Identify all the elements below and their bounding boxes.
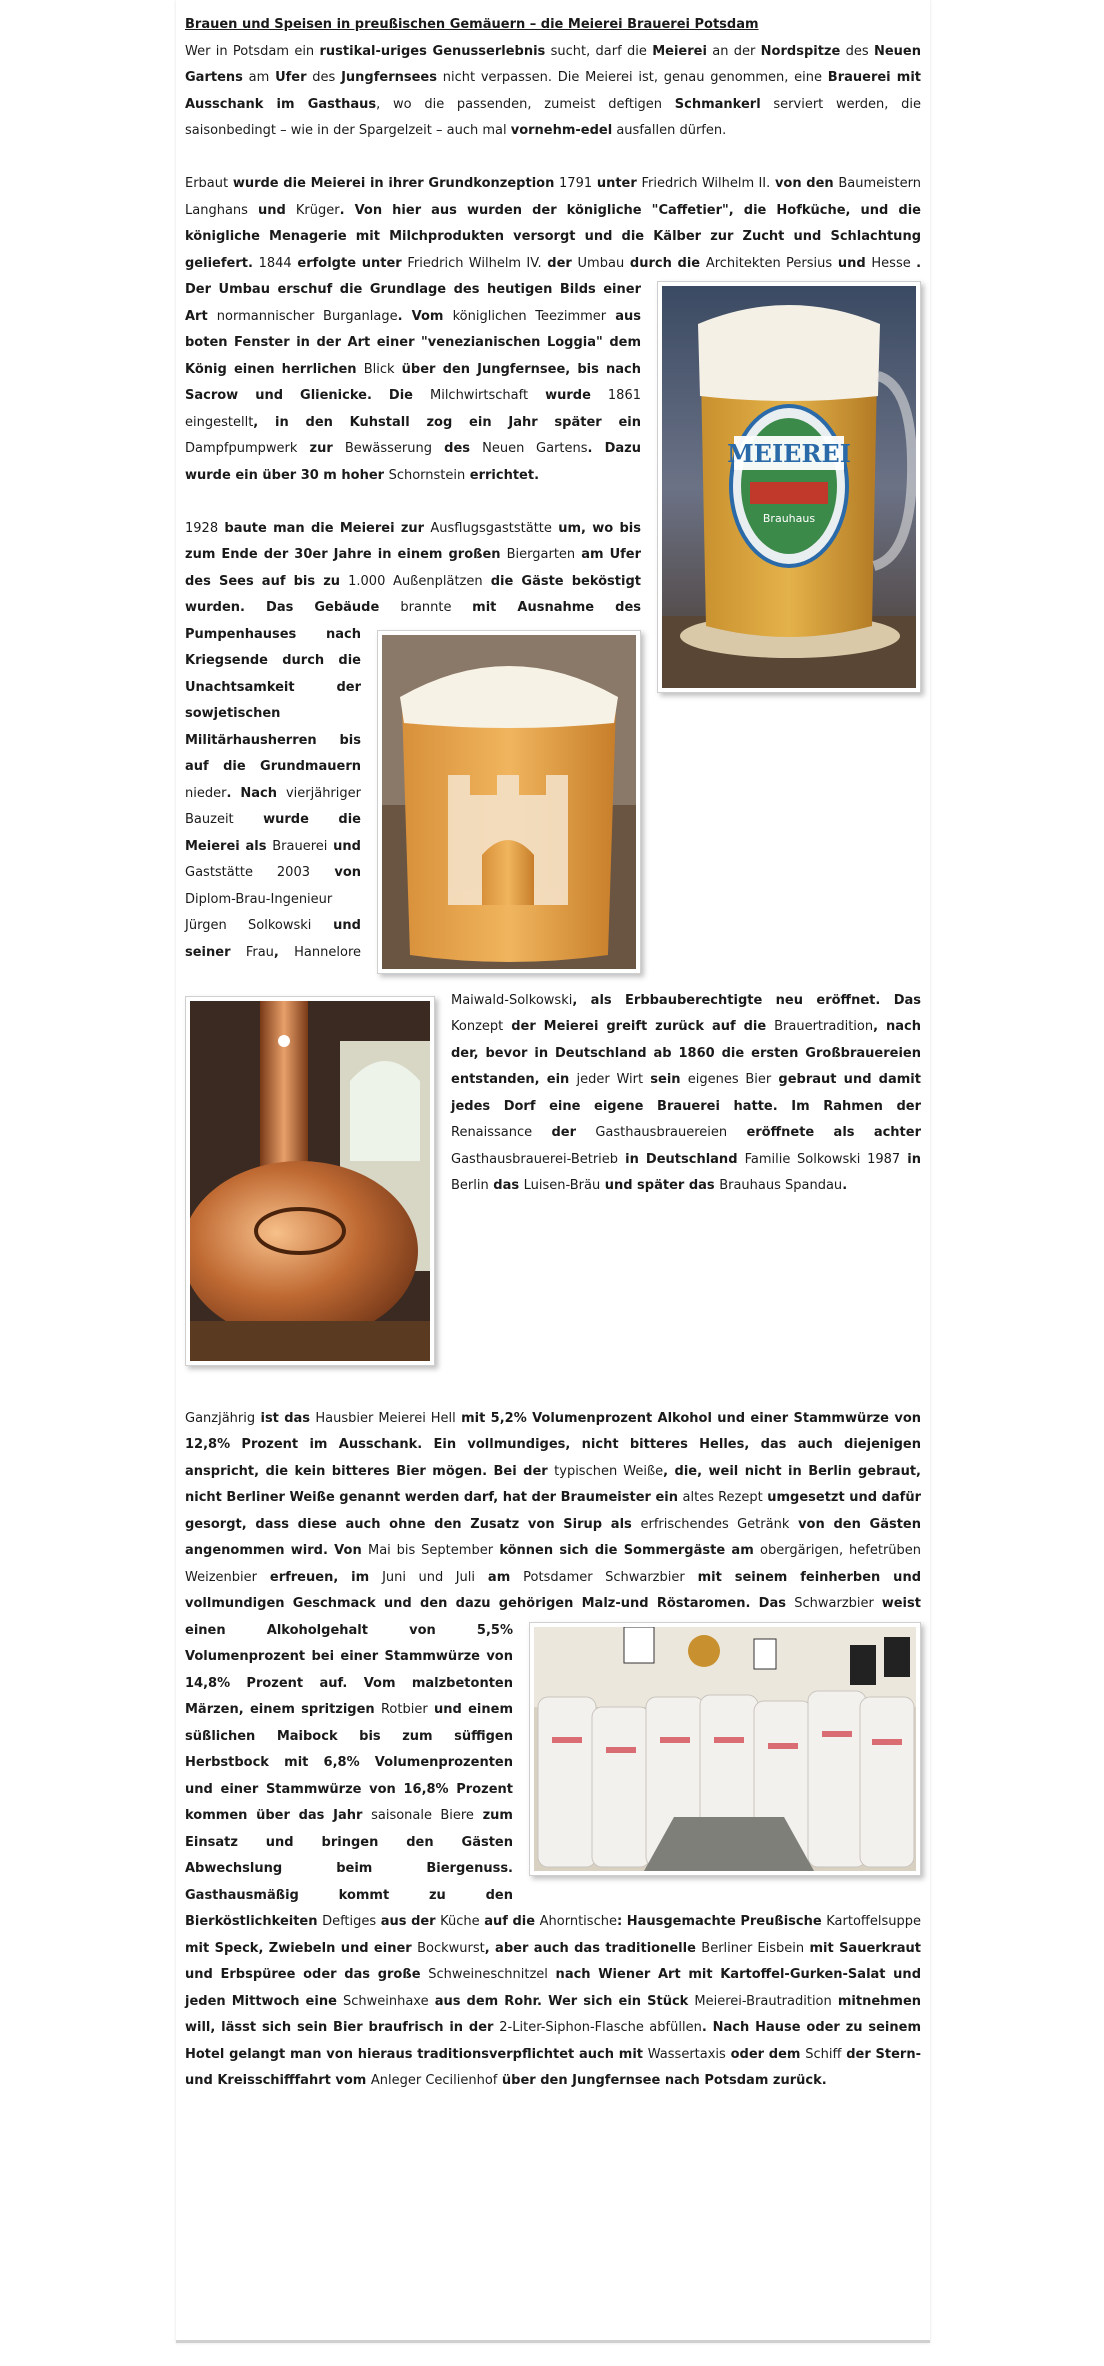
copper-kettle-image — [190, 1001, 430, 1361]
bold-term: wurde — [528, 388, 608, 403]
bold-term: mit 5,2% Volumenprozent Alkohol und einer Stammwürze von 12,8% Prozent im Ausschank. Ein vollmundiges, nicht bitteres Helles, das auch diejenigen anspricht, die kein bitteres Bier mögen. Bei der — [185, 1410, 922, 1479]
bold-term: Nordspitze — [760, 43, 841, 59]
intro-paragraph: Wer in Potsdam ein rustikal-uriges Genusserlebnis sucht, darf die Meierei an der Nordspitze des Neuen Gartens am Ufer des Jungfernsees nicht verpassen. Die Meierei ist, genau genommen, eine Brauerei mit Ausschank im Gasthaus, wo die passenden, zumeist deftigen Schmankerl serviert werden, die saisonbedingt – wie in der Spargelzeit – auch mal vornehm-edel ausfallen dürfen. — [185, 43, 922, 138]
bold-term: weist einen Alkoholgehalt von 5,5% Volumenprozent bei einer Stammwürze von 14,8% Prozent auf. Vom malzbetonten Märzen, einem spritzigen — [185, 1596, 921, 1717]
bold-term: der Stern- und Kreisschifffahrt vom — [185, 2046, 921, 2088]
photo-copper-kettle — [185, 996, 435, 1366]
bold-term: aus dem Rohr. Wer sich ein Stück — [428, 1993, 695, 2009]
bold-term: Neuen Gartens — [185, 43, 921, 85]
bold-term: sein — [643, 1072, 688, 1087]
bold-term: Schmankerl — [674, 96, 761, 112]
rebuild-text-b: mit Ausnahme des Pumpenhauses nach Kriegsende durch die Unachtsamkeit der sowjetischen Militärhausherren bis auf die Grundmauern nieder. Nach vierjähriger Bauzeit wurde die Meierei als Brauerei und Gaststätte 2003 von Diplom-Brau-Ingenieur Jürgen Solkowski und seiner Frau, Hannelore Maiwald-Solkowski, als Erbbauberechtigte neu eröffnet. Das Konzept der Meierei greift zurück auf die Brauertradition, nach der, bevor in Deutschland ab 1860 die ersten Großbrauereien entstanden, ein jeder Wirt sein eigenes Bier gebraut und damit jedes Dorf eine eigene Brauerei hatte. Im Rahmen der Renaissance der Gasthausbrauereien eröffnete als achter Gasthausbrauerei-Betrieb in Deutschland Familie Solkowski 1987 in Berlin das Luisen-Bräu und später das Brauhaus Spandau. — [185, 600, 922, 1193]
bold-term: der — [541, 255, 578, 271]
bold-term: . Vom — [397, 308, 453, 324]
bold-term: mit Speck, Zwiebeln und einer — [185, 1940, 418, 1956]
bold-term: des — [432, 441, 483, 456]
history-paragraph — [185, 171, 922, 525]
bold-term: erfolgte unter — [291, 255, 408, 271]
bold-term: und einem süßlichen Maibock bis zum süffigen Herbstbock mit 6,8% Volumenprozenten und einer Stammwürze von 16,8% Prozent kommen über das Jahr — [185, 1702, 513, 1823]
bold-term: aus der — [376, 1914, 441, 1929]
beer-text-a: Ganzjährig ist das Hausbier Meierei Hell mit 5,2% Volumenprozent Alkohol und einer Stammwürze von 12,8% Prozent im Ausschank. Ein vollmundiges, nicht bitteres Helles, das auch diejenigen anspricht, die kein bitteres Bier mögen. Bei der typischen Weiße, die, weil nicht in Berlin gebraut, nicht Berliner Weiße genannt werden darf, hat der Braumeister ein altes Rezept umgesetzt und dafür gesorgt, dass diese auch ohne den Zusatz von Sirup als erfrischendes Getränk von den Gästen angenommen wird. Von Mai bis September können sich die Sommergäste am obergärigen, hefetrüben Weizenbier erfreuen, im Juni und Juli am Potsdamer Schwarzbier mit seinem feinherben und vollmundigen Geschmack und den dazu gehörigen Malz-und Röstaromen. Das Schwarzbier — [185, 1410, 922, 1611]
article-body — [185, 12, 921, 2121]
bold-term: umgesetzt und dafür gesorgt, dass diese auch ohne den Zusatz von Sirup als — [185, 1490, 921, 1532]
bold-term: am Ufer des Sees auf bis zu — [185, 547, 642, 589]
bold-term: . Dazu wurde ein über 30 m hoher — [185, 441, 641, 483]
article-title: Brauen und Speisen in preußischen Gemäuern – die Meierei Brauerei Potsdam — [185, 17, 759, 32]
bold-term: wurde die Meierei in ihrer Grundkonzeption — [228, 176, 560, 191]
bold-term: vornehm-edel — [510, 123, 613, 138]
bold-term: mit Ausnahme des Pumpenhauses nach Kriegsende durch die Unachtsamkeit der sowjetischen Militärhausherren bis auf die Grundmauern — [185, 600, 642, 774]
bold-term: , als Erbbauberechtigte neu eröffnet. Das — [572, 992, 921, 1008]
article-page — [176, 0, 930, 2343]
bold-term: in — [900, 1151, 921, 1167]
bold-term: errichtet. — [465, 467, 540, 483]
bold-term: zum Einsatz und bringen den Gästen Abwechslung beim Biergenuss. Gasthausmäßig kommt zu den Bierköstlichkeiten — [185, 1808, 513, 1929]
bold-term: , — [273, 944, 295, 960]
bold-term: : Hausgemachte Preußische — [616, 1914, 827, 1929]
bold-term: oder dem — [725, 2046, 806, 2062]
bold-term: Jungfernsees — [341, 70, 437, 85]
bold-term: mit seinem feinherben und vollmundigen Geschmack und den dazu gehörigen Malz-und Röstaromen. Das — [185, 1569, 922, 1611]
bold-term: erfreuen, im — [256, 1569, 383, 1585]
bold-term: können sich die Sommergäste am — [493, 1543, 761, 1558]
beer-mug-image — [662, 286, 916, 688]
bold-term: von — [309, 865, 361, 880]
bold-term: über den Jungfernsee nach Potsdam zurück. — [497, 2073, 827, 2088]
bold-term: in Deutschland — [618, 1151, 745, 1167]
bold-term: zur — [297, 441, 345, 456]
malt-sacks-image — [534, 1627, 916, 1871]
bold-term: . — [842, 1178, 848, 1193]
history-text-b: . Der Umbau erschuf die Grundlage des heutigen Bilds einer Art normannischer Burganlage. Vom königlichen Teezimmer aus boten Fenster in der Art einer "venezianischen Loggia" dem König einen herrlichen Blick über den Jungfernsee, bis nach Sacrow und Glienicke. Die Milchwirtschaft wurde 1861 eingestellt, in den Kuhstall zog ein Jahr später ein Dampfpumpwerk zur Bewässerung des Neuen Gartens. Dazu wurde ein über 30 m hoher Schornstein errichtet. — [185, 255, 922, 483]
bold-term: unter — [592, 176, 642, 191]
bold-term: mit Sauerkraut und Erbspüree oder das große — [185, 1940, 921, 1982]
bold-term: . Nach Hause oder zu seinem Hotel gelangt man von hieraus traditionsverpflichtet auch mit — [185, 2020, 921, 2062]
wheat-beer-image — [382, 635, 636, 969]
photo-malt-sacks — [529, 1622, 921, 1876]
bold-term: , in den Kuhstall zog ein Jahr später ein — [253, 414, 641, 430]
bold-term: der Meierei greift zurück auf die — [503, 1019, 775, 1034]
bold-term: auf die — [479, 1914, 540, 1929]
bold-term: , die, weil nicht in Berlin gebraut, nicht Berliner Weiße genannt werden darf, hat der Braumeister ein — [185, 1463, 921, 1505]
bold-term: rustikal-uriges Genusserlebnis — [319, 43, 546, 59]
bold-term: und — [247, 202, 296, 218]
bold-term: die Gäste beköstigt wurden. Das Gebäude — [185, 573, 641, 615]
bold-term: aus boten Fenster in der Art einer "venezianischen Loggia" dem König einen herrlichen — [185, 308, 641, 377]
bold-term: eröffnete als achter — [727, 1125, 921, 1140]
history-text-a: Erbaut wurde die Meierei in ihrer Grundkonzeption 1791 unter Friedrich Wilhelm II. von den Baumeistern Langhans und Krüger. Von hier aus wurden der königliche "Caffetier", die Hofküche, und die königliche Menagerie mit Milchprodukten versorgt und die Kälber zur Zucht und Schlachtung geliefert. 1844 erfolgte unter Friedrich Wilhelm IV. der Umbau durch die Architekten Persius und Hesse — [185, 176, 921, 271]
bold-term: ist das — [255, 1410, 316, 1426]
bold-term: am — [475, 1569, 524, 1585]
bold-term: von den Gästen angenommen wird. Von — [185, 1516, 921, 1558]
rebuild-text-a: 1928 baute man die Meierei zur Ausflugsgaststätte um, wo bis zum Ende der 30er Jahre in einem großen Biergarten am Ufer des Sees auf bis zu 1.000 Außenplätzen die Gäste beköstigt wurden. Das Gebäude brannte — [185, 520, 642, 615]
beer-paragraph — [185, 1406, 921, 2095]
bold-term: mitnehmen will, lässt sich sein Bier braufrisch in der — [185, 1993, 922, 2035]
bold-term: . Von hier aus wurden der königliche "Caffetier", die Hofküche, und die königliche Menagerie mit Milchprodukten versorgt und die Kälber zur Zucht und Schlachtung geliefert. — [185, 202, 921, 271]
bold-term: der — [532, 1125, 596, 1140]
bold-term: und seiner — [185, 918, 361, 960]
bold-term: , aber auch das traditionelle — [484, 1940, 702, 1956]
mug-sub: Brauhaus — [762, 512, 816, 525]
bold-term: und — [327, 838, 361, 854]
mug-lettering: MEIEREI — [727, 439, 851, 468]
bold-term: baute man die Meierei zur — [218, 520, 431, 536]
photo-wheat-beer — [377, 630, 641, 974]
bold-term: von den — [770, 176, 839, 191]
bold-term: , nach der, bevor in Deutschland ab 1860 die ersten Großbrauereien entstanden, ein — [451, 1019, 922, 1087]
photo-beer-mug — [657, 281, 921, 693]
bold-term: wurde die Meierei als — [185, 812, 361, 854]
bold-term: und — [832, 255, 872, 271]
bold-term: . Nach — [226, 785, 286, 801]
bold-term: . Der Umbau erschuf die Grundlage des heutigen Bilds einer Art — [185, 255, 922, 324]
bold-term: Meierei — [652, 43, 707, 59]
beer-text-b: weist einen Alkoholgehalt von 5,5% Volumenprozent bei einer Stammwürze von 14,8% Prozent auf. Vom malzbetonten Märzen, einem spritzigen Rotbier und einem süßlichen Maibock bis zum süffigen Herbstbock mit 6,8% Volumenprozenten und einer Stammwürze von 16,8% Prozent kommen über das Jahr saisonale Biere zum Einsatz und bringen den Gästen Abwechslung beim Biergenuss. Gasthausmäßig kommt zu den Bierköstlichkeiten Deftiges aus der Küche auf die Ahorntische: Hausgemachte Preußische Kartoffelsuppe mit Speck, Zwiebeln und einer Bockwurst, aber auch das traditionelle Berliner Eisbein mit Sauerkraut und Erbspüree oder das große Schweineschnitzel nach Wiener Art mit Kartoffel-Gurken-Salat und jeden Mittwoch eine Schweinhaxe aus dem Rohr. Wer sich ein Stück Meierei-Brautradition mitnehmen will, lässt sich sein Bier braufrisch in der 2-Liter-Siphon-Flasche abfüllen. Nach Hause oder zu seinem Hotel gelangt man von hieraus traditionsverpflichtet auch mit Wassertaxis oder dem Schiff der Stern- und Kreisschifffahrt vom Anleger Cecilienhof über den Jungfernsee nach Potsdam zurück. — [185, 1596, 922, 2088]
bold-term: nach Wiener Art mit Kartoffel-Gurken-Salat und jeden Mittwoch eine — [185, 1967, 921, 2009]
bold-term: das — [488, 1178, 524, 1193]
bold-term: über den Jungfernsee, bis nach Sacrow und Glienicke. Die — [185, 361, 642, 403]
bold-term: und später das — [600, 1178, 720, 1193]
bold-term: Brauerei mit Ausschank im Gasthaus — [185, 70, 922, 112]
bold-term: durch die — [624, 255, 706, 271]
bold-term: um, wo bis zum Ende der 30er Jahre in einem großen — [185, 520, 641, 562]
bold-term: gebraut und damit jedes Dorf eine eigene Brauerei hatte. Im Rahmen der — [451, 1072, 921, 1114]
bold-term: Ufer — [275, 70, 307, 85]
